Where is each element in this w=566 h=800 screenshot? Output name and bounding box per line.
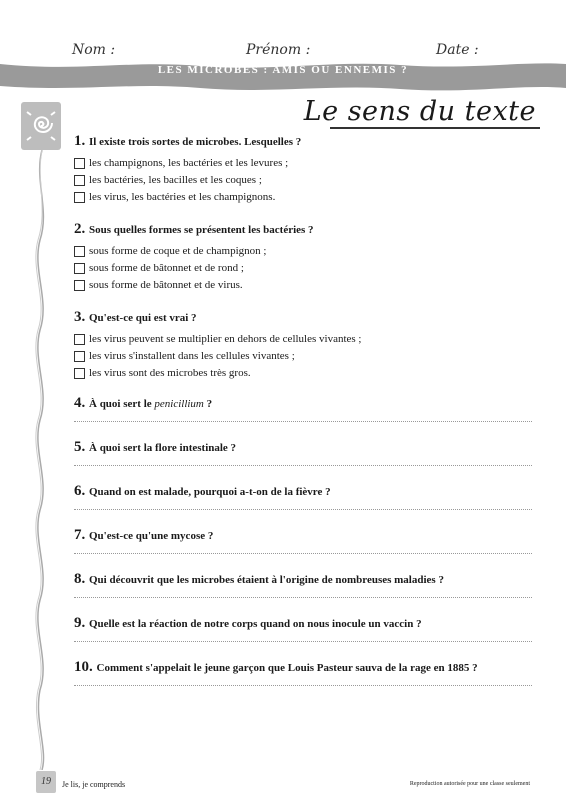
name-field-label: Nom : (72, 42, 116, 58)
checkbox[interactable] (74, 246, 85, 257)
question-2-option-3[interactable]: sous forme de bâtonnet et de virus. (74, 277, 534, 294)
question-2: 2. Sous quelles formes se présentent les bactéries ? (74, 221, 314, 237)
question-1: 1. Il existe trois sortes de microbes. Lesquelles ? (74, 133, 302, 149)
question-5: 5. À quoi sert la flore intestinale ? (74, 440, 534, 466)
answer-line[interactable] (74, 553, 532, 554)
question-8: 8. Qui découvrit que les microbes étaient à l'origine de nombreuses maladies ? (74, 572, 534, 598)
answer-line[interactable] (74, 597, 532, 598)
title-underline (330, 127, 540, 129)
checkbox[interactable] (74, 175, 85, 186)
question-3-option-1[interactable]: les virus peuvent se multiplier en dehors de cellules vivantes ; (74, 331, 534, 348)
checkbox[interactable] (74, 158, 85, 169)
checkbox[interactable] (74, 368, 85, 379)
banner-text: LES MICROBES : AMIS OU ENNEMIS ? (157, 64, 409, 76)
question-3: 3. Qu'est-ce qui est vrai ? (74, 309, 197, 325)
date-field-label: Date : (436, 42, 479, 58)
answer-line[interactable] (74, 641, 532, 642)
questions-list (74, 134, 534, 686)
question-3-option-2[interactable]: les virus s'installent dans les cellules vivantes ; (74, 348, 534, 365)
checkbox[interactable] (74, 192, 85, 203)
checkbox[interactable] (74, 280, 85, 291)
checkbox[interactable] (74, 263, 85, 274)
page-title: Le sens du texte (303, 96, 536, 127)
firstname-field-label: Prénom : (246, 42, 311, 58)
question-4: 4. À quoi sert le penicillium ? (74, 396, 534, 422)
question-6: 6. Quand on est malade, pourquoi a-t-on de la fièvre ? (74, 484, 534, 510)
checkbox[interactable] (74, 351, 85, 362)
answer-line[interactable] (74, 465, 532, 466)
checkbox[interactable] (74, 334, 85, 345)
answer-line[interactable] (74, 685, 532, 686)
decorative-vine (28, 150, 54, 770)
question-9: 9. Quelle est la réaction de notre corps quand on nous inocule un vaccin ? (74, 616, 534, 642)
answer-line[interactable] (74, 509, 532, 510)
answer-line[interactable] (74, 421, 532, 422)
question-1-option-1[interactable]: les champignons, les bactéries et les levures ; (74, 155, 534, 172)
spiral-icon (19, 100, 63, 152)
question-7: 7. Qu'est-ce qu'une mycose ? (74, 528, 534, 554)
question-2-option-2[interactable]: sous forme de bâtonnet et de rond ; (74, 260, 534, 277)
question-1-option-3[interactable]: les virus, les bactéries et les champignons. (74, 189, 534, 206)
question-10: 10. Comment s'appelait le jeune garçon que Louis Pasteur sauva de la rage en 1885 ? (74, 660, 534, 686)
footer-copyright: Reproduction autorisée pour une classe seulement (409, 781, 530, 787)
question-3-option-3[interactable]: les virus sont des microbes très gros. (74, 365, 534, 382)
page-number: 19 (36, 771, 56, 793)
question-2-option-1[interactable]: sous forme de coque et de champignon ; (74, 243, 534, 260)
footer-book-title: Je lis, je comprends (62, 780, 126, 789)
question-1-option-2[interactable]: les bactéries, les bacilles et les coques ; (74, 172, 534, 189)
